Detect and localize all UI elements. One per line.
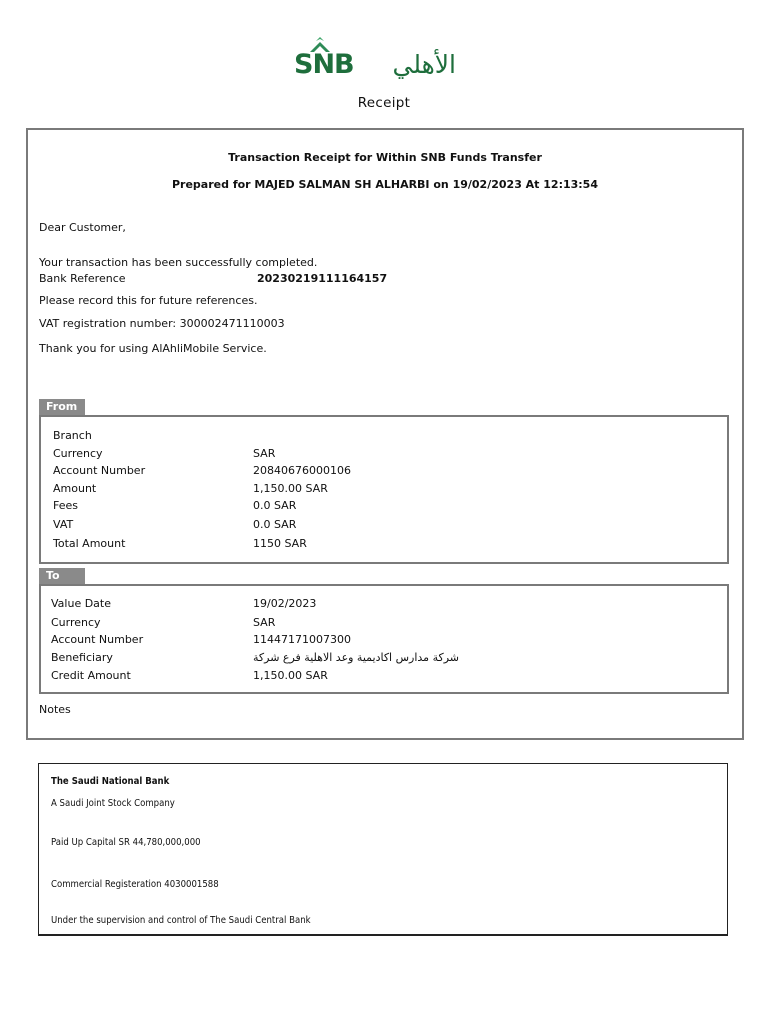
to-row-account-number [41, 633, 727, 651]
row-value: 0.0 SAR [253, 499, 297, 512]
logo-arabic: الأهلي [392, 50, 456, 79]
supervision-note: Under the supervision and control of The Saudi Central Bank [51, 915, 311, 926]
to-section [39, 584, 729, 694]
prepared-for: Prepared for MAJED SALMAN SH ALHARBI on 19/02/2023 At 12:13:54 [171, 178, 598, 191]
row-label: Account Number [53, 464, 146, 477]
row-value: SAR [253, 616, 276, 629]
receipt-heading: Transaction Receipt for Within SNB Funds Transfer [228, 151, 542, 164]
company-type: A Saudi Joint Stock Company [51, 798, 175, 809]
from-row-branch [41, 429, 727, 447]
row-label: Branch [53, 429, 92, 442]
paid-up-capital: Paid Up Capital SR 44,780,000,000 [51, 837, 201, 848]
row-label: Currency [53, 447, 103, 460]
to-section-tab: To [39, 568, 85, 584]
from-section [39, 415, 729, 564]
to-row-value-date [41, 597, 727, 615]
row-value: 1150 SAR [253, 537, 307, 550]
from-row-account-number [41, 464, 727, 482]
bank-footer [38, 763, 728, 936]
row-label: Currency [51, 616, 101, 629]
from-section-tab: From [39, 399, 85, 415]
row-value: 19/02/2023 [253, 597, 317, 610]
thanks-message: Thank you for using AlAhliMobile Service. [39, 342, 267, 355]
vat-registration: VAT registration number: 300002471110003 [39, 317, 285, 330]
row-label: VAT [53, 518, 74, 531]
record-note: Please record this for future references. [39, 294, 258, 307]
row-label: Beneficiary [51, 651, 113, 664]
snb-logo [292, 32, 462, 80]
receipt-box [26, 128, 744, 740]
row-label: Total Amount [53, 537, 126, 550]
from-row-amount [41, 482, 727, 500]
commercial-registration: Commercial Registeration 4030001588 [51, 879, 219, 890]
row-value: 1,150.00 SAR [253, 482, 328, 495]
notes-label: Notes [39, 703, 71, 716]
from-row-total-amount [41, 537, 727, 555]
from-row-vat [41, 518, 727, 536]
greeting: Dear Customer, [39, 221, 126, 234]
row-label: Amount [53, 482, 97, 495]
row-value: شركة مدارس اكاديمية وعد الاهلية فرع شركة [253, 651, 459, 664]
bank-reference-label: Bank Reference [39, 272, 126, 285]
row-value: 1,150.00 SAR [253, 669, 328, 682]
success-message: Your transaction has been successfully completed. [39, 256, 318, 269]
row-value: SAR [253, 447, 276, 460]
row-label: Fees [53, 499, 78, 512]
row-value: 20840676000106 [253, 464, 351, 477]
row-label: Value Date [51, 597, 111, 610]
to-row-credit-amount [41, 669, 727, 687]
row-label: Account Number [51, 633, 144, 646]
row-value: 11447171007300 [253, 633, 351, 646]
from-row-currency [41, 447, 727, 465]
bank-reference-value: 20230219111164157 [257, 272, 388, 285]
bank-name: The Saudi National Bank [51, 776, 170, 787]
row-value: 0.0 SAR [253, 518, 297, 531]
logo-latin: SNB [294, 49, 354, 80]
row-label: Credit Amount [51, 669, 131, 682]
to-row-beneficiary [41, 651, 727, 669]
from-row-fees [41, 499, 727, 517]
page-title: Receipt [357, 95, 411, 111]
to-row-currency [41, 616, 727, 634]
